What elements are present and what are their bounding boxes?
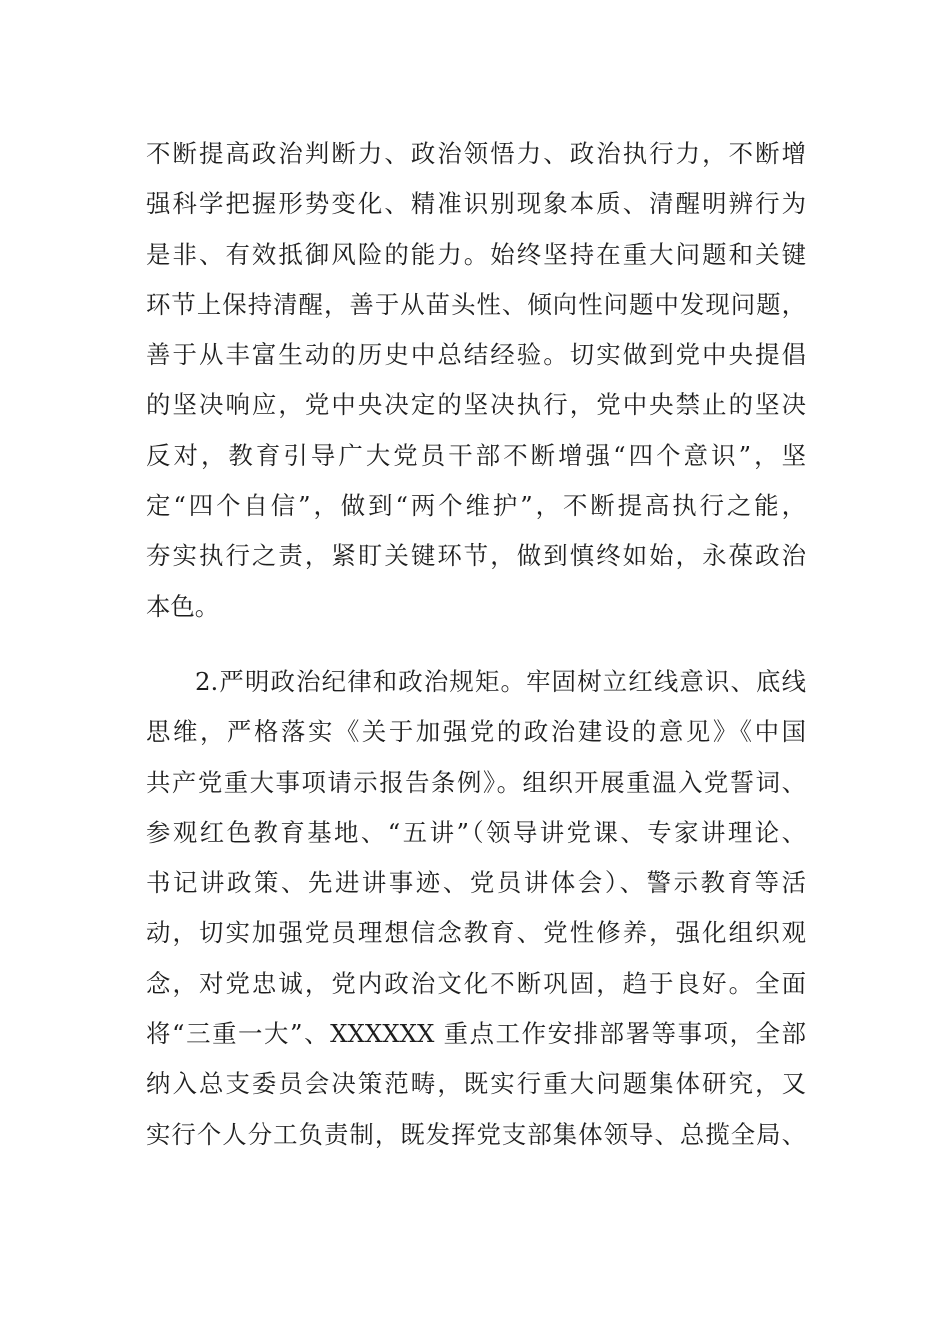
text-line: 参观红色教育基地、“五讲”（领导讲党课、专家讲理论、 (146, 817, 806, 847)
paragraph-discipline-rules (146, 657, 806, 1160)
text-line: 强科学把握形势变化、精准识别现象本质、清醒明辨行为 (146, 189, 806, 219)
text-line: 是非、有效抵御风险的能力。始终坚持在重大问题和关键 (146, 239, 806, 269)
text-line: 善于从丰富生动的历史中总结经验。切实做到党中央提倡 (146, 340, 806, 370)
text-line: 纳入总支委员会决策范畴，既实行重大问题集体研究，又 (146, 1069, 806, 1099)
text-line: 动，切实加强党员理想信念教育、党性修养，强化组织观 (146, 918, 806, 948)
text-line: 思维，严格落实《关于加强党的政治建设的意见》《中国 (146, 717, 806, 747)
text-line: 本色。 (146, 591, 220, 621)
text-line: 念，对党忠诚，党内政治文化不断巩固，趋于良好。全面 (146, 968, 806, 998)
text-line-heading: 2.严明政治纪律和政治规矩。牢固树立红线意识、底线 (195, 667, 806, 696)
text-line: 反对，教育引导广大党员干部不断增强“四个意识”，坚 (146, 440, 806, 470)
text-line: 定“四个自信”，做到“两个维护”，不断提高执行之能， (146, 491, 806, 521)
text-line: 共产党重大事项请示报告条例》。组织开展重温入党誓词、 (146, 767, 806, 797)
text-line: 将“三重一大”、XXXXXX 重点工作安排部署等事项，全部 (146, 1019, 806, 1049)
paragraph-political-ability (146, 129, 806, 632)
text-line: 书记讲政策、先进讲事迹、党员讲体会）、警示教育等活 (146, 868, 806, 898)
text-line: 实行个人分工负责制，既发挥党支部集体领导、总揽全局、 (146, 1119, 806, 1149)
text-line: 夯实执行之责，紧盯关键环节，做到慎终如始，永葆政治 (146, 541, 806, 571)
text-line: 不断提高政治判断力、政治领悟力、政治执行力，不断增 (146, 139, 806, 168)
text-line: 环节上保持清醒，善于从苗头性、倾向性问题中发现问题， (146, 289, 806, 319)
text-line: 的坚决响应，党中央决定的坚决执行，党中央禁止的坚决 (146, 390, 806, 420)
